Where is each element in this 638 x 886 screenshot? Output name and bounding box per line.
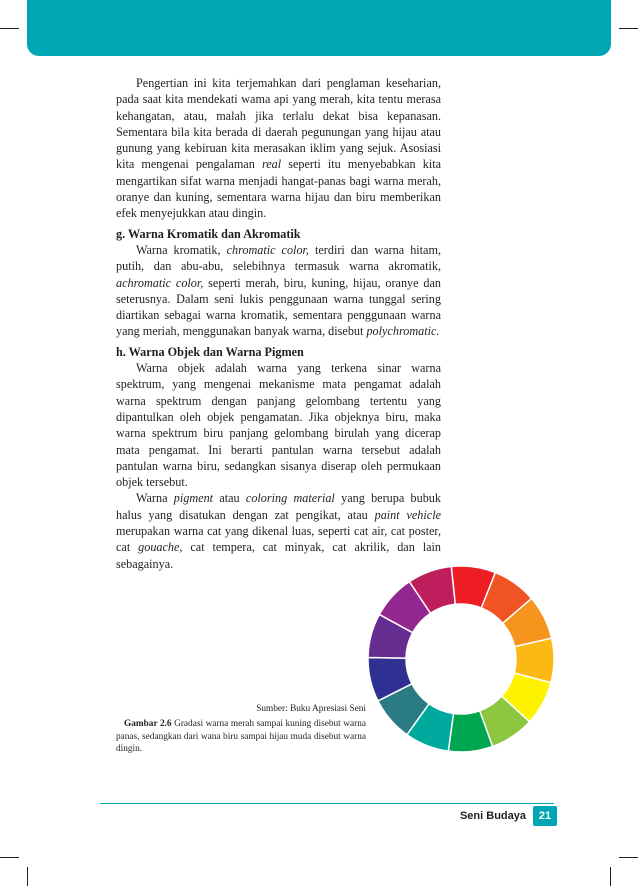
italic-term: paint vehicle <box>374 507 441 522</box>
figure-source: Sumber: Buku Apresiasi Seni <box>256 704 366 714</box>
italic-term: gouache, <box>138 540 183 555</box>
paragraph-intro <box>116 75 441 222</box>
header-band <box>27 0 611 56</box>
text-span: Warna <box>136 491 174 506</box>
italic-term: pigment <box>173 491 214 506</box>
italic-term: polychromatic. <box>366 324 440 339</box>
text-span: seperti itu menyebabkan kita mengartikan sifat warna menjadi hangat-panas bagi warna merah, oranye dan kuning, sementara warna hijau dan biru memberikan efek menyejukkan atau dingin. <box>116 157 442 221</box>
crop-mark <box>0 857 19 858</box>
body-text <box>116 75 441 572</box>
section-heading-h: h. Warna Objek dan Warna Pigmen <box>116 344 304 359</box>
italic-term: achromatic color, <box>116 275 204 290</box>
italic-term: chromatic color, <box>226 242 309 257</box>
crop-mark <box>619 857 638 858</box>
text-span: Warna kromatik, <box>136 242 227 257</box>
section-heading-g: g. Warna Kromatik dan Akromatik <box>116 226 301 241</box>
color-wheel-figure <box>368 566 554 752</box>
footer-book-title: Seni Budaya <box>459 810 526 822</box>
paragraph-section-g <box>116 242 441 340</box>
text-span: terdiri dan warna hitam, putih, dan abu-abu, selebihnya termasuk warna akromatik, <box>116 242 441 274</box>
figure-caption <box>116 718 366 756</box>
paragraph-pigment <box>116 490 441 571</box>
crop-mark <box>610 867 611 886</box>
footer-rule <box>100 803 554 804</box>
text-span: cat tempera, cat minyak, cat akrilik, dan lain sebagainya. <box>116 540 441 571</box>
page-number: 21 <box>533 806 557 826</box>
crop-mark <box>27 867 28 886</box>
text-span: yang berupa bubuk halus yang disatukan dengan zat pengikat, atau <box>116 491 441 522</box>
text-span: Pengertian ini kita terjemahkan dari penglaman keseharian, pada saat kita mendekati wama api yang merah, kita tentu merasa kehangatan, atau, malah jika terlalu dekat bisa kepanasan. Sementara bila kita berada di daerah pegunungan yang hijau atau gunung yang kebiruan kita merasakan iklim yang sejuk. Asosiasi kita mengenai pengalaman <box>116 76 441 172</box>
text-span: atau <box>213 491 246 506</box>
text-span: seperti merah, biru, kuning, hijau, oranye dan seterusnya. Dalam seni lukis penggunaan warna tunggal sering diartikan sebagai warna kromatik, sementara penggunaan warna yang meriah, menggunakan banyak warna, disebut <box>116 275 441 339</box>
crop-mark <box>0 28 19 29</box>
crop-mark <box>619 28 638 29</box>
paragraph-section-h: Warna objek adalah warna yang terkena sinar warna spektrum, yang mengenai mekanisme mata pengamat adalah warna spektrum dengan panjang gelombang tertentu yang dipantulkan oleh objek pengamatan. Jika objeknya biru, maka warna spektrum biru panjang gelombang birulah yang dicerap mata pengamat. Ini berarti pantulan warna tersebut adalah pantulan warna biru, sedangkan sisanya diserap oleh permukaan objek tersebut. <box>116 361 441 490</box>
figure-caption-text: Gradasi warna merah sampai kuning disebut warna panas, sedangkan dari wana biru sampai hijau muda disebut warna dingin. <box>116 719 366 754</box>
italic-term: real <box>261 157 282 172</box>
text-span: merupakan warna cat yang dikenal luas, seperti cat air, cat poster, cat <box>116 524 441 555</box>
figure-label: Gambar 2.6 <box>124 719 172 729</box>
italic-term: coloring material <box>245 491 335 506</box>
